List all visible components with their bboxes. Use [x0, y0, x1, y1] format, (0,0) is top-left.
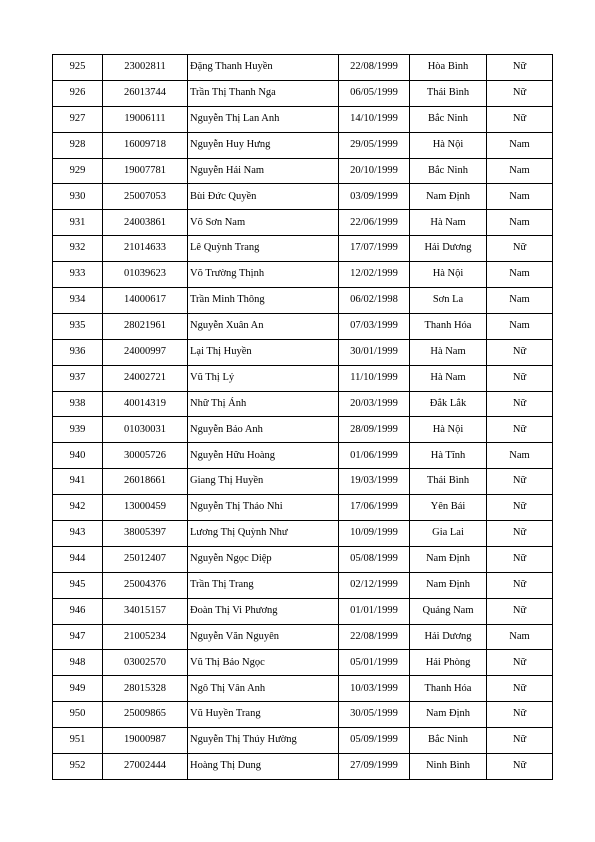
gender-cell: Nữ: [487, 339, 553, 365]
date-of-birth-cell: 05/08/1999: [339, 546, 410, 572]
gender-cell: Nam: [487, 624, 553, 650]
student-id-cell: 21014633: [103, 236, 188, 262]
gender-cell: Nam: [487, 288, 553, 314]
full-name-cell: Nguyễn Thị Thúy Hường: [188, 728, 339, 754]
student-id-cell: 01030031: [103, 417, 188, 443]
table-row: [53, 132, 553, 158]
full-name-cell: Trần Thị Thanh Nga: [188, 80, 339, 106]
gender-cell: Nam: [487, 132, 553, 158]
gender-cell: Nữ: [487, 546, 553, 572]
table-row: [53, 184, 553, 210]
date-of-birth-cell: 30/01/1999: [339, 339, 410, 365]
row-number-cell: 946: [53, 598, 103, 624]
row-number-cell: 935: [53, 313, 103, 339]
birthplace-cell: Thái Bình: [410, 80, 487, 106]
student-id-cell: 24003861: [103, 210, 188, 236]
full-name-cell: Nguyễn Huy Hưng: [188, 132, 339, 158]
student-id-cell: 03002570: [103, 650, 188, 676]
birthplace-cell: Nam Định: [410, 572, 487, 598]
table-row: [53, 728, 553, 754]
table-row: [53, 339, 553, 365]
birthplace-cell: Nam Định: [410, 546, 487, 572]
table-row: [53, 754, 553, 780]
date-of-birth-cell: 10/03/1999: [339, 676, 410, 702]
row-number-cell: 947: [53, 624, 103, 650]
birthplace-cell: Hà Nội: [410, 262, 487, 288]
table-row: [53, 702, 553, 728]
date-of-birth-cell: 19/03/1999: [339, 469, 410, 495]
row-number-cell: 925: [53, 55, 103, 81]
row-number-cell: 951: [53, 728, 103, 754]
date-of-birth-cell: 20/03/1999: [339, 391, 410, 417]
date-of-birth-cell: 14/10/1999: [339, 106, 410, 132]
row-number-cell: 950: [53, 702, 103, 728]
full-name-cell: Nguyễn Xuân An: [188, 313, 339, 339]
table-row: [53, 158, 553, 184]
row-number-cell: 931: [53, 210, 103, 236]
date-of-birth-cell: 10/09/1999: [339, 521, 410, 547]
full-name-cell: Lê Quỳnh Trang: [188, 236, 339, 262]
full-name-cell: Lương Thị Quỳnh Như: [188, 521, 339, 547]
row-number-cell: 952: [53, 754, 103, 780]
birthplace-cell: Hải Dương: [410, 236, 487, 262]
student-id-cell: 23002811: [103, 55, 188, 81]
table-row: [53, 443, 553, 469]
row-number-cell: 927: [53, 106, 103, 132]
gender-cell: Nam: [487, 184, 553, 210]
student-roster-table: [52, 54, 553, 780]
full-name-cell: Nguyễn Hải Nam: [188, 158, 339, 184]
birthplace-cell: Bắc Ninh: [410, 728, 487, 754]
full-name-cell: Nguyễn Thị Lan Anh: [188, 106, 339, 132]
date-of-birth-cell: 27/09/1999: [339, 754, 410, 780]
date-of-birth-cell: 17/06/1999: [339, 495, 410, 521]
table-row: [53, 262, 553, 288]
row-number-cell: 941: [53, 469, 103, 495]
birthplace-cell: Nam Định: [410, 702, 487, 728]
birthplace-cell: Hải Dương: [410, 624, 487, 650]
date-of-birth-cell: 22/08/1999: [339, 55, 410, 81]
table-row: [53, 313, 553, 339]
row-number-cell: 938: [53, 391, 103, 417]
gender-cell: Nam: [487, 313, 553, 339]
row-number-cell: 934: [53, 288, 103, 314]
table-row: [53, 365, 553, 391]
table-row: [53, 572, 553, 598]
gender-cell: Nữ: [487, 676, 553, 702]
gender-cell: Nữ: [487, 80, 553, 106]
date-of-birth-cell: 07/03/1999: [339, 313, 410, 339]
row-number-cell: 943: [53, 521, 103, 547]
student-id-cell: 28015328: [103, 676, 188, 702]
date-of-birth-cell: 01/06/1999: [339, 443, 410, 469]
row-number-cell: 937: [53, 365, 103, 391]
full-name-cell: Nguyễn Văn Nguyên: [188, 624, 339, 650]
full-name-cell: Trần Minh Thông: [188, 288, 339, 314]
birthplace-cell: Hà Tĩnh: [410, 443, 487, 469]
gender-cell: Nữ: [487, 236, 553, 262]
birthplace-cell: Hòa Bình: [410, 55, 487, 81]
full-name-cell: Giang Thị Huyền: [188, 469, 339, 495]
date-of-birth-cell: 12/02/1999: [339, 262, 410, 288]
table-row: [53, 546, 553, 572]
row-number-cell: 939: [53, 417, 103, 443]
full-name-cell: Vũ Thị Bảo Ngọc: [188, 650, 339, 676]
date-of-birth-cell: 28/09/1999: [339, 417, 410, 443]
full-name-cell: Võ Sơn Nam: [188, 210, 339, 236]
full-name-cell: Đặng Thanh Huyền: [188, 55, 339, 81]
full-name-cell: Hoàng Thị Dung: [188, 754, 339, 780]
birthplace-cell: Hà Nam: [410, 339, 487, 365]
student-id-cell: 25004376: [103, 572, 188, 598]
gender-cell: Nam: [487, 443, 553, 469]
gender-cell: Nữ: [487, 572, 553, 598]
table-row: [53, 80, 553, 106]
birthplace-cell: Yên Bái: [410, 495, 487, 521]
date-of-birth-cell: 22/06/1999: [339, 210, 410, 236]
student-id-cell: 13000459: [103, 495, 188, 521]
full-name-cell: Nguyễn Thị Thảo Nhi: [188, 495, 339, 521]
birthplace-cell: Bắc Ninh: [410, 106, 487, 132]
table-row: [53, 495, 553, 521]
row-number-cell: 942: [53, 495, 103, 521]
student-id-cell: 16009718: [103, 132, 188, 158]
row-number-cell: 936: [53, 339, 103, 365]
date-of-birth-cell: 06/02/1998: [339, 288, 410, 314]
full-name-cell: Nguyễn Ngọc Diệp: [188, 546, 339, 572]
row-number-cell: 929: [53, 158, 103, 184]
row-number-cell: 932: [53, 236, 103, 262]
student-id-cell: 28021961: [103, 313, 188, 339]
row-number-cell: 945: [53, 572, 103, 598]
date-of-birth-cell: 20/10/1999: [339, 158, 410, 184]
gender-cell: Nữ: [487, 106, 553, 132]
birthplace-cell: Sơn La: [410, 288, 487, 314]
full-name-cell: Lại Thị Huyền: [188, 339, 339, 365]
date-of-birth-cell: 11/10/1999: [339, 365, 410, 391]
table-row: [53, 236, 553, 262]
gender-cell: Nữ: [487, 598, 553, 624]
gender-cell: Nam: [487, 262, 553, 288]
date-of-birth-cell: 05/09/1999: [339, 728, 410, 754]
gender-cell: Nữ: [487, 728, 553, 754]
student-id-cell: 01039623: [103, 262, 188, 288]
gender-cell: Nam: [487, 158, 553, 184]
date-of-birth-cell: 17/07/1999: [339, 236, 410, 262]
student-id-cell: 26018661: [103, 469, 188, 495]
birthplace-cell: Bắc Ninh: [410, 158, 487, 184]
date-of-birth-cell: 30/05/1999: [339, 702, 410, 728]
full-name-cell: Nguyễn Bảo Anh: [188, 417, 339, 443]
gender-cell: Nữ: [487, 495, 553, 521]
gender-cell: Nữ: [487, 365, 553, 391]
full-name-cell: Vũ Huyền Trang: [188, 702, 339, 728]
date-of-birth-cell: 06/05/1999: [339, 80, 410, 106]
student-id-cell: 40014319: [103, 391, 188, 417]
student-id-cell: 38005397: [103, 521, 188, 547]
full-name-cell: Bùi Đức Quyền: [188, 184, 339, 210]
student-id-cell: 19007781: [103, 158, 188, 184]
birthplace-cell: Thái Bình: [410, 469, 487, 495]
student-id-cell: 19000987: [103, 728, 188, 754]
table-row: [53, 210, 553, 236]
date-of-birth-cell: 01/01/1999: [339, 598, 410, 624]
row-number-cell: 949: [53, 676, 103, 702]
birthplace-cell: Gia Lai: [410, 521, 487, 547]
birthplace-cell: Nam Định: [410, 184, 487, 210]
student-id-cell: 26013744: [103, 80, 188, 106]
birthplace-cell: Hà Nam: [410, 365, 487, 391]
table-row: [53, 391, 553, 417]
gender-cell: Nữ: [487, 391, 553, 417]
table-row: [53, 469, 553, 495]
table-row: [53, 676, 553, 702]
date-of-birth-cell: 03/09/1999: [339, 184, 410, 210]
birthplace-cell: Thanh Hóa: [410, 676, 487, 702]
student-id-cell: 24002721: [103, 365, 188, 391]
student-id-cell: 27002444: [103, 754, 188, 780]
row-number-cell: 926: [53, 80, 103, 106]
student-id-cell: 25012407: [103, 546, 188, 572]
birthplace-cell: Đắk Lắk: [410, 391, 487, 417]
student-id-cell: 19006111: [103, 106, 188, 132]
row-number-cell: 933: [53, 262, 103, 288]
student-id-cell: 34015157: [103, 598, 188, 624]
table-row: [53, 624, 553, 650]
birthplace-cell: Hà Nam: [410, 210, 487, 236]
birthplace-cell: Ninh Bình: [410, 754, 487, 780]
full-name-cell: Nguyễn Hữu Hoàng: [188, 443, 339, 469]
gender-cell: Nữ: [487, 521, 553, 547]
student-id-cell: 25009865: [103, 702, 188, 728]
full-name-cell: Trần Thị Trang: [188, 572, 339, 598]
date-of-birth-cell: 22/08/1999: [339, 624, 410, 650]
table-row: [53, 55, 553, 81]
full-name-cell: Võ Trường Thịnh: [188, 262, 339, 288]
full-name-cell: Đoàn Thị Vi Phương: [188, 598, 339, 624]
gender-cell: Nam: [487, 210, 553, 236]
gender-cell: Nữ: [487, 55, 553, 81]
table-row: [53, 288, 553, 314]
row-number-cell: 940: [53, 443, 103, 469]
date-of-birth-cell: 29/05/1999: [339, 132, 410, 158]
row-number-cell: 948: [53, 650, 103, 676]
student-id-cell: 21005234: [103, 624, 188, 650]
birthplace-cell: Thanh Hóa: [410, 313, 487, 339]
gender-cell: Nữ: [487, 417, 553, 443]
table-row: [53, 598, 553, 624]
table-row: [53, 417, 553, 443]
student-id-cell: 30005726: [103, 443, 188, 469]
row-number-cell: 928: [53, 132, 103, 158]
row-number-cell: 944: [53, 546, 103, 572]
table-row: [53, 521, 553, 547]
row-number-cell: 930: [53, 184, 103, 210]
full-name-cell: Nhữ Thị Ánh: [188, 391, 339, 417]
date-of-birth-cell: 05/01/1999: [339, 650, 410, 676]
date-of-birth-cell: 02/12/1999: [339, 572, 410, 598]
birthplace-cell: Hà Nội: [410, 417, 487, 443]
student-id-cell: 24000997: [103, 339, 188, 365]
gender-cell: Nữ: [487, 650, 553, 676]
gender-cell: Nữ: [487, 469, 553, 495]
birthplace-cell: Hải Phòng: [410, 650, 487, 676]
birthplace-cell: Quảng Nam: [410, 598, 487, 624]
table-row: [53, 650, 553, 676]
table-row: [53, 106, 553, 132]
roster-table-body: [53, 55, 553, 780]
full-name-cell: Vũ Thị Lý: [188, 365, 339, 391]
full-name-cell: Ngô Thị Vân Anh: [188, 676, 339, 702]
student-id-cell: 14000617: [103, 288, 188, 314]
student-id-cell: 25007053: [103, 184, 188, 210]
gender-cell: Nữ: [487, 702, 553, 728]
gender-cell: Nữ: [487, 754, 553, 780]
birthplace-cell: Hà Nội: [410, 132, 487, 158]
